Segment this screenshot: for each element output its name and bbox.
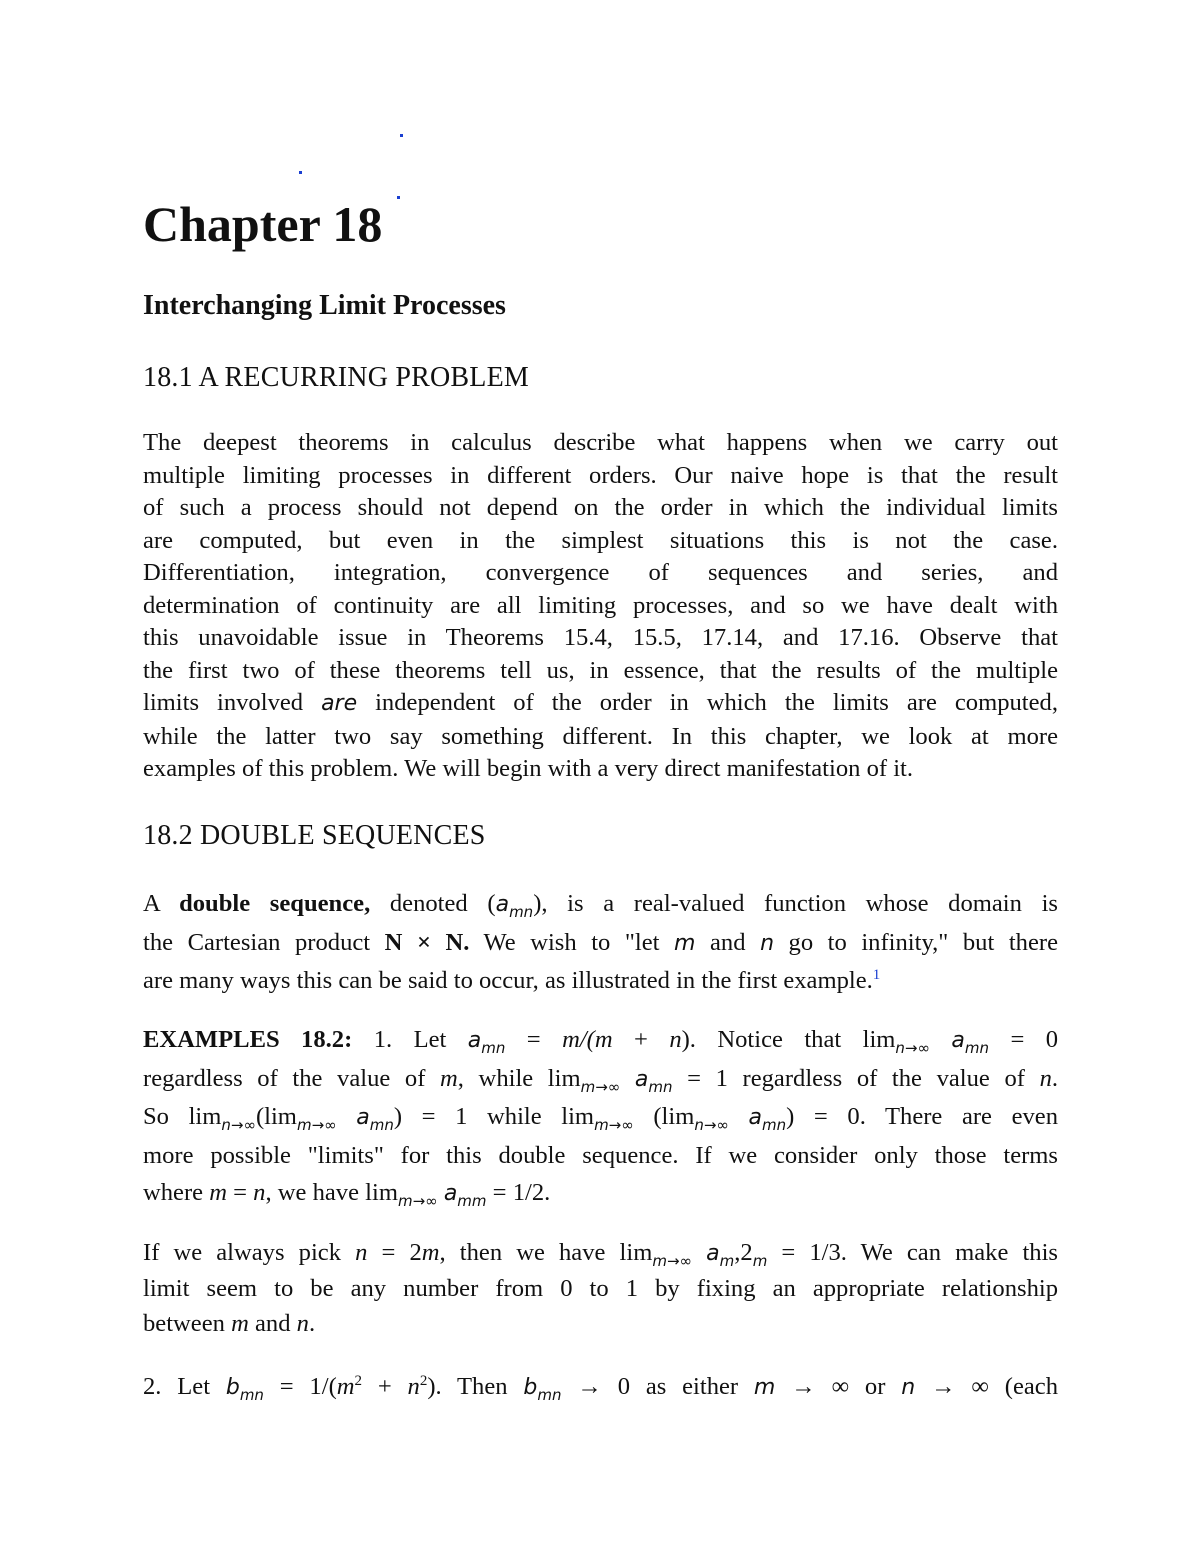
text-line: more possible "limits" for this double sequence. If we consider only those terms xyxy=(143,1141,1058,1169)
chapter-title: Chapter 18 xyxy=(143,196,383,252)
chapter-subtitle: Interchanging Limit Processes xyxy=(143,290,506,321)
text-line: limits involved are independent of the order in which the limits are computed, xyxy=(143,689,1058,716)
examples-label: EXAMPLES 18.2: xyxy=(143,1026,353,1053)
example-1-paragraph xyxy=(143,1021,1058,1213)
text-line: 2. Let $b_{mn} = 1/(m^2 + n^2)$. Then $b_{mn} \to 0$ as either m → ∞ or n → ∞ (each xyxy=(143,1373,1058,1404)
text-line: while the latter two say something different. In this chapter, we look at more xyxy=(143,722,1058,750)
blue-dot-mark xyxy=(400,134,403,137)
definition-paragraph xyxy=(143,885,1058,1000)
text-line: examples of this problem. We will begin with a very direct manifestation of it. xyxy=(143,755,914,782)
text-line: are many ways this can be said to occur, as illustrated in the first example.$^1$ xyxy=(143,967,881,994)
text-line: the Cartesian product N × N. We wish to "let m and n go to infinity," but there xyxy=(143,928,1059,956)
blue-dot-mark xyxy=(397,196,400,199)
text-line: this unavoidable issue in Theorems 15.4, 15.5, 17.14, and 17.16. Observe that xyxy=(143,624,1058,651)
text-line: determination of continuity are all limiting processes, and so we have dealt with xyxy=(143,591,1058,619)
intro-paragraph xyxy=(143,427,1058,786)
text-line: between m and n. xyxy=(143,1310,316,1337)
text-line: If we always pick n = 2m, then we have $\lim_{m\to\infty} a_m,2_m = 1/3$. We can make this xyxy=(143,1239,1058,1270)
text-line: of such a process should not depend on the order in which the individual limits xyxy=(143,494,1058,521)
text-line: where m = n, we have $\lim_{m\to\infty} a_{mm} = 1/2$. xyxy=(143,1179,551,1210)
text-line: regardless of the value of m, while $\lim_{m\to\infty} a_{mn} = 1$ regardless of the value of n. xyxy=(143,1064,1059,1096)
text-line: limit seem to be any number from 0 to 1 by fixing an appropriate relationship xyxy=(143,1275,1058,1302)
example-1-continued-paragraph xyxy=(143,1235,1058,1341)
text-line: the first two of these theorems tell us, in essence, that the results of the multiple xyxy=(143,656,1058,684)
defined-term: double sequence, xyxy=(179,890,371,917)
text-line: A double sequence, denoted $(a_{mn})$, is a real-valued function whose domain is xyxy=(143,890,1058,921)
example-2-paragraph xyxy=(143,1369,1058,1405)
text-line: So $\lim_{n\to\infty}(\lim_{m\to\infty}$ $a_{mn}) = 1$ while $\lim_{m\to\infty} (\lim_{n\to\infty}$ $a_{mn}) = 0$. There are even xyxy=(143,1103,1058,1134)
section-heading: 18.1 A RECURRING PROBLEM xyxy=(143,362,529,393)
text-line: are computed, but even in the simplest situations this is not the case. xyxy=(143,526,1058,554)
text-line: multiple limiting processes in different orders. Our naive hope is that the result xyxy=(143,461,1058,489)
text-line: The deepest theorems in calculus describe what happens when we carry out xyxy=(143,429,1058,456)
text-line: EXAMPLES 18.2: 1. Let $a_{mn} = m/(m + n)$. Notice that $\lim_{n\to\infty} a_{mn} = 0$ xyxy=(143,1026,1059,1057)
emphasis: are xyxy=(321,691,358,716)
section-heading: 18.2 DOUBLE SEQUENCES xyxy=(143,820,486,851)
blue-dot-mark xyxy=(299,171,302,174)
text-line: Differentiation, integration, convergence of sequences and series, and xyxy=(143,559,1058,586)
footnote-link[interactable]: 1 xyxy=(872,967,881,983)
